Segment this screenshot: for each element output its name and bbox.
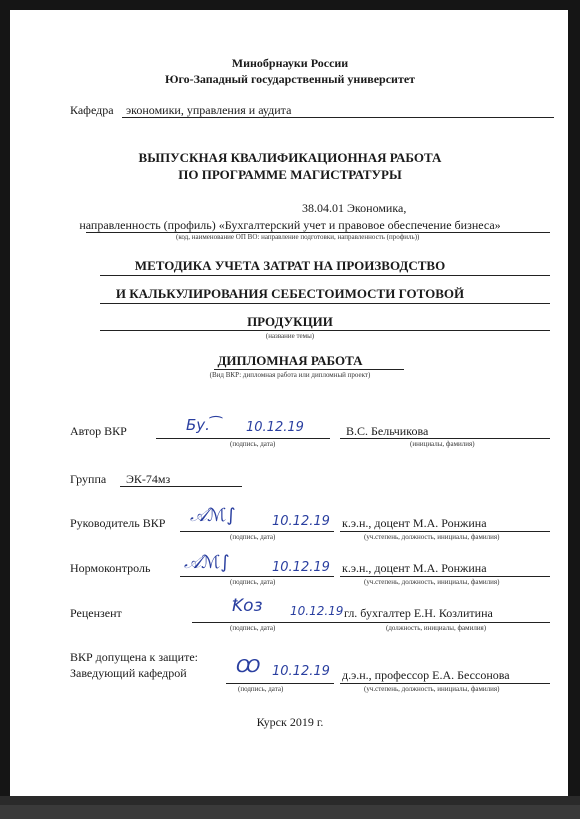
supervisor-signature-date: 10.12.19: [272, 514, 330, 529]
university-title: Юго-Западный государственный университет: [164, 72, 416, 86]
approval-name-line: [340, 683, 550, 684]
author-signature: Бу.⁀: [186, 416, 222, 434]
approval-sign-line: [226, 683, 334, 684]
author-sign-line: [156, 438, 330, 439]
work-kind-value: ДИПЛОМНАЯ РАБОТА: [217, 353, 363, 368]
topic-underline-3: [100, 330, 550, 331]
normcontrol-caption-name: (уч.степень, должность, инициалы, фамилия): [364, 578, 500, 586]
place-year: Курск 2019 г.: [256, 715, 324, 729]
normcontrol-name: к.э.н., доцент М.А. Ронжина: [342, 561, 487, 575]
supervisor-signature: 𝒜ℳ∫: [190, 505, 236, 526]
department-label: Кафедра: [70, 103, 114, 117]
approval-head-label: Заведующий кафедрой: [70, 666, 187, 680]
topic-line2: И КАЛЬКУЛИРОВАНИЯ СЕБЕСТОИМОСТИ ГОТОВОЙ: [115, 286, 465, 301]
scan-border-top: [0, 0, 580, 10]
program-code: 38.04.01 Экономика,: [302, 201, 407, 215]
approval-signature: Ꝏ: [236, 656, 261, 677]
approval-signature-date: 10.12.19: [272, 664, 330, 679]
topic-underline-1: [100, 275, 550, 276]
ministry-title: Минобрнауки России: [231, 56, 349, 70]
approval-caption-sign: (подпись, дата): [238, 685, 284, 693]
reviewer-signature: Ꝁоз: [232, 596, 263, 616]
group-underline: [120, 486, 242, 487]
reviewer-caption-name: (должность, инициалы, фамилия): [386, 624, 487, 632]
approval-caption-name: (уч.степень, должность, инициалы, фамилия): [364, 685, 500, 693]
work-type-line2: ПО ПРОГРАММЕ МАГИСТРАТУРЫ: [178, 167, 402, 182]
author-label: Автор ВКР: [70, 424, 127, 438]
department-underline: [122, 117, 554, 118]
department-value: экономики, управления и аудита: [126, 103, 292, 117]
reviewer-sign-line: [192, 622, 342, 623]
topic-line3: ПРОДУКЦИИ: [247, 314, 333, 329]
reviewer-signature-date: 10.12.19: [290, 604, 344, 618]
supervisor-sign-line: [180, 531, 334, 532]
scan-border-right: [568, 0, 580, 819]
reviewer-label: Рецензент: [70, 606, 122, 620]
normcontrol-label: Нормоконтроль: [70, 561, 151, 575]
work-kind-caption: (Вид ВКР: дипломная работа или дипломный проект): [209, 371, 371, 379]
author-name-line: [340, 438, 550, 439]
work-kind-underline: [214, 369, 404, 370]
supervisor-name-line: [340, 531, 550, 532]
topic-line1: МЕТОДИКА УЧЕТА ЗАТРАТ НА ПРОИЗВОДСТВО: [134, 258, 446, 273]
approval-admitted-label: ВКР допущена к защите:: [70, 650, 198, 664]
supervisor-name: к.э.н., доцент М.А. Ронжина: [342, 516, 487, 530]
approval-name: д.э.н., профессор Е.А. Бессонова: [342, 668, 510, 682]
normcontrol-signature-date: 10.12.19: [272, 560, 330, 575]
normcontrol-name-line: [340, 576, 550, 577]
supervisor-label: Руководитель ВКР: [70, 516, 166, 530]
group-value: ЭК-74мз: [126, 472, 171, 486]
topic-underline-2: [100, 303, 550, 304]
reviewer-name: гл. бухгалтер Е.Н. Козлитина: [344, 606, 493, 620]
author-caption-sign: (подпись, дата): [230, 440, 276, 448]
author-signature-date: 10.12.19: [246, 420, 304, 435]
group-label: Группа: [70, 472, 107, 486]
program-direction: направленность (профиль) «Бухгалтерский учет и правовое обеспечение бизнеса»: [79, 218, 501, 232]
scan-border-left: [0, 0, 10, 819]
work-type-line1: ВЫПУСКНАЯ КВАЛИФИКАЦИОННАЯ РАБОТА: [138, 150, 442, 165]
reviewer-caption-sign: (подпись, дата): [230, 624, 276, 632]
normcontrol-sign-line: [180, 576, 334, 577]
normcontrol-signature: 𝒜ℳ∫: [184, 552, 230, 573]
normcontrol-caption-sign: (подпись, дата): [230, 578, 276, 586]
supervisor-caption-sign: (подпись, дата): [230, 533, 276, 541]
program-caption: (код, наименование ОП ВО: направление подготовки, направленность (профиль)): [176, 233, 420, 241]
scan-border-bottom: [0, 805, 580, 819]
author-caption-name: (инициалы, фамилия): [410, 440, 475, 448]
topic-caption: (название темы): [265, 332, 315, 340]
author-name: В.С. Бельчикова: [346, 424, 429, 438]
reviewer-name-line: [340, 622, 550, 623]
supervisor-caption-name: (уч.степень, должность, инициалы, фамилия): [364, 533, 500, 541]
